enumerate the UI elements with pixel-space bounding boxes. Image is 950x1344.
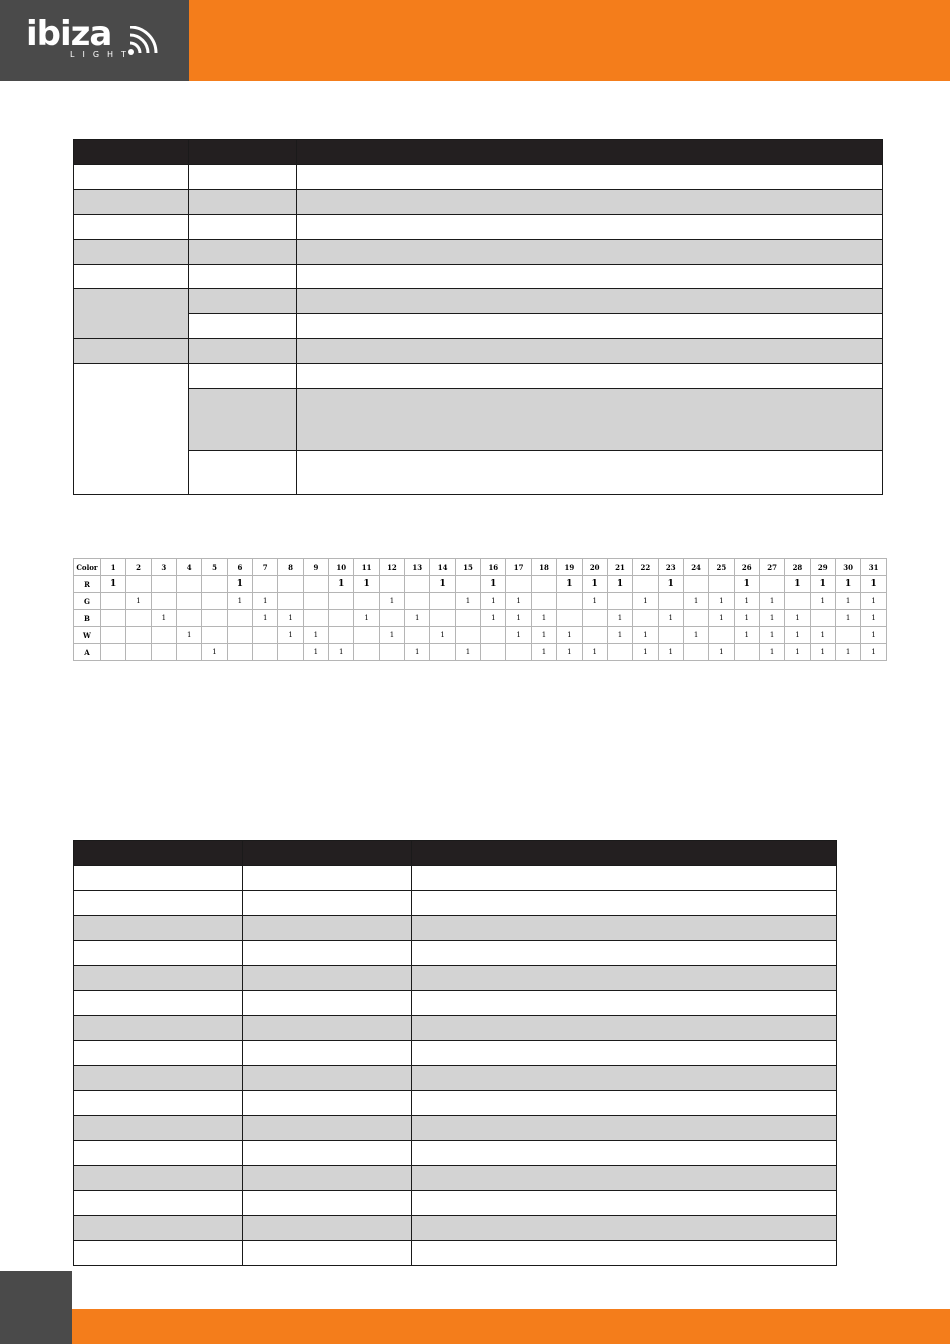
- color-cell: 1: [785, 627, 810, 644]
- brand-logo-sub: LIGHT: [70, 50, 134, 59]
- color-cell: 1: [709, 610, 734, 627]
- color-cell: 1: [202, 644, 227, 661]
- color-cell: [278, 593, 303, 610]
- color-cell: [506, 576, 531, 593]
- color-cell: 1: [582, 593, 607, 610]
- color-cell: 1: [405, 610, 430, 627]
- table-row: [74, 1141, 837, 1166]
- color-cell: 1: [100, 576, 125, 593]
- color-cell: 1: [633, 644, 658, 661]
- color-cell: 1: [683, 593, 708, 610]
- color-cell: [430, 644, 455, 661]
- color-cell: [253, 576, 278, 593]
- color-cell: 1: [861, 593, 887, 610]
- color-cell: [329, 593, 354, 610]
- color-cell: 1: [861, 644, 887, 661]
- color-cell: [379, 576, 404, 593]
- color-column-header: 4: [177, 559, 202, 576]
- color-cell: 1: [481, 593, 506, 610]
- color-cell: 1: [557, 627, 582, 644]
- color-cell: [227, 627, 252, 644]
- table-header-row: [74, 140, 883, 165]
- color-cell: 1: [151, 610, 176, 627]
- color-cell: [633, 576, 658, 593]
- color-cell: [177, 576, 202, 593]
- color-column-header: 25: [709, 559, 734, 576]
- color-cell: 1: [430, 576, 455, 593]
- table-row: [74, 1091, 837, 1116]
- table-row: [74, 364, 883, 389]
- color-cell: [100, 644, 125, 661]
- table-row: [74, 1216, 837, 1241]
- color-cell: 1: [531, 627, 556, 644]
- color-cell: [810, 610, 835, 627]
- color-cell: [582, 627, 607, 644]
- color-cell: [683, 610, 708, 627]
- table-row: [74, 916, 837, 941]
- color-header-label: Color: [74, 559, 101, 576]
- color-row-b: [74, 610, 887, 627]
- color-column-header: 18: [531, 559, 556, 576]
- color-cell: [430, 593, 455, 610]
- table-row: [74, 966, 837, 991]
- color-column-header: 31: [861, 559, 887, 576]
- color-cell: [100, 627, 125, 644]
- color-cell: [506, 644, 531, 661]
- table-row: [74, 991, 837, 1016]
- color-cell: 1: [835, 644, 860, 661]
- color-cell: [709, 576, 734, 593]
- color-cell: 1: [354, 576, 379, 593]
- color-column-header: 22: [633, 559, 658, 576]
- header-bar: [189, 0, 950, 81]
- color-cell: [329, 610, 354, 627]
- footer-bar: [72, 1309, 950, 1344]
- color-cell: 1: [607, 627, 632, 644]
- color-cell: 1: [557, 644, 582, 661]
- color-cell: 1: [810, 576, 835, 593]
- color-cell: 1: [253, 610, 278, 627]
- color-cell: [379, 644, 404, 661]
- table-row: [74, 314, 883, 339]
- color-cell: 1: [506, 593, 531, 610]
- color-row-r: [74, 576, 887, 593]
- table-row: [74, 1116, 837, 1141]
- color-column-header: 27: [759, 559, 784, 576]
- table-row: [74, 941, 837, 966]
- color-cell: [455, 627, 480, 644]
- table-row: [74, 1166, 837, 1191]
- color-column-header: 2: [126, 559, 151, 576]
- color-cell: [253, 627, 278, 644]
- color-cell: [531, 593, 556, 610]
- color-row-label: A: [74, 644, 101, 661]
- color-cell: 1: [709, 644, 734, 661]
- color-cell: [177, 593, 202, 610]
- color-cell: [658, 593, 683, 610]
- color-column-header: 19: [557, 559, 582, 576]
- color-column-header: 10: [329, 559, 354, 576]
- color-column-header: 26: [734, 559, 759, 576]
- table-row: [74, 1066, 837, 1091]
- color-column-header: 14: [430, 559, 455, 576]
- color-cell: 1: [759, 644, 784, 661]
- table-row: [74, 451, 883, 495]
- color-cell: 1: [607, 610, 632, 627]
- color-cell: 1: [861, 610, 887, 627]
- header-logo-block: [0, 0, 189, 81]
- table-row: [74, 389, 883, 451]
- color-cell: 1: [709, 593, 734, 610]
- color-cell: [481, 644, 506, 661]
- table-row: [74, 1191, 837, 1216]
- color-cell: [202, 576, 227, 593]
- color-cell: 1: [658, 576, 683, 593]
- color-cell: [582, 610, 607, 627]
- table-row: [74, 240, 883, 265]
- color-column-header: 11: [354, 559, 379, 576]
- color-cell: 1: [531, 610, 556, 627]
- color-column-header: 29: [810, 559, 835, 576]
- color-cell: [405, 627, 430, 644]
- color-cell: [202, 627, 227, 644]
- color-cell: [354, 593, 379, 610]
- color-cell: [227, 610, 252, 627]
- color-cell: 1: [734, 576, 759, 593]
- table-row: [74, 866, 837, 891]
- color-cell: [126, 644, 151, 661]
- color-column-header: 17: [506, 559, 531, 576]
- color-cell: [100, 593, 125, 610]
- color-cell: 1: [481, 610, 506, 627]
- color-row-label: B: [74, 610, 101, 627]
- color-cell: [759, 576, 784, 593]
- color-cell: 1: [379, 627, 404, 644]
- color-cell: 1: [227, 576, 252, 593]
- color-column-header: 1: [100, 559, 125, 576]
- color-cell: 1: [481, 576, 506, 593]
- color-cell: 1: [227, 593, 252, 610]
- color-cell: 1: [810, 593, 835, 610]
- color-cell: [481, 627, 506, 644]
- table-row: [74, 1016, 837, 1041]
- color-cell: [303, 593, 328, 610]
- color-cell: 1: [329, 576, 354, 593]
- color-cell: 1: [785, 610, 810, 627]
- color-cell: [202, 610, 227, 627]
- color-column-header: 15: [455, 559, 480, 576]
- color-cell: [253, 644, 278, 661]
- color-column-header: 13: [405, 559, 430, 576]
- color-cell: 1: [734, 627, 759, 644]
- color-cell: 1: [379, 593, 404, 610]
- color-cell: [278, 576, 303, 593]
- color-cell: [278, 644, 303, 661]
- color-cell: [126, 610, 151, 627]
- color-row-label: R: [74, 576, 101, 593]
- color-cell: [151, 644, 176, 661]
- color-cell: 1: [126, 593, 151, 610]
- color-cell: 1: [557, 576, 582, 593]
- color-cell: 1: [582, 644, 607, 661]
- color-cell: [430, 610, 455, 627]
- spec-table-bottom: [73, 840, 837, 1266]
- color-cell: 1: [329, 644, 354, 661]
- color-column-header: 28: [785, 559, 810, 576]
- table-row: [74, 215, 883, 240]
- color-cell: 1: [835, 610, 860, 627]
- color-cell: [405, 576, 430, 593]
- color-cell: [557, 593, 582, 610]
- color-cell: 1: [835, 593, 860, 610]
- color-cell: [607, 644, 632, 661]
- color-column-header: 30: [835, 559, 860, 576]
- color-cell: [557, 610, 582, 627]
- color-cell: 1: [734, 593, 759, 610]
- color-cell: 1: [658, 610, 683, 627]
- color-cell: 1: [810, 644, 835, 661]
- color-cell: [607, 593, 632, 610]
- color-column-header: 5: [202, 559, 227, 576]
- color-column-header: 3: [151, 559, 176, 576]
- color-cell: 1: [278, 627, 303, 644]
- color-cell: [734, 644, 759, 661]
- color-cell: 1: [759, 593, 784, 610]
- color-cell: 1: [354, 610, 379, 627]
- color-cell: [126, 576, 151, 593]
- color-cell: [658, 627, 683, 644]
- color-cell: 1: [658, 644, 683, 661]
- color-cell: 1: [455, 593, 480, 610]
- color-cell: 1: [506, 610, 531, 627]
- color-cell: [227, 644, 252, 661]
- color-column-header: 20: [582, 559, 607, 576]
- color-cell: [683, 576, 708, 593]
- table-header-row: [74, 841, 837, 866]
- color-cell: [303, 576, 328, 593]
- spec-table-top: [73, 139, 883, 495]
- color-column-header: 21: [607, 559, 632, 576]
- color-cell: 1: [177, 627, 202, 644]
- color-cell: [151, 627, 176, 644]
- color-cell: 1: [633, 593, 658, 610]
- color-column-header: 6: [227, 559, 252, 576]
- color-column-header: 7: [253, 559, 278, 576]
- color-column-header: 12: [379, 559, 404, 576]
- color-cell: 1: [405, 644, 430, 661]
- brand-logo: ibiza: [26, 14, 112, 54]
- table-row: [74, 289, 883, 314]
- color-mix-table: [73, 558, 887, 661]
- footer-block: [0, 1271, 72, 1344]
- color-cell: 1: [785, 644, 810, 661]
- color-cell: [531, 576, 556, 593]
- table-row: [74, 891, 837, 916]
- color-cell: 1: [759, 610, 784, 627]
- color-cell: 1: [683, 627, 708, 644]
- color-cell: 1: [531, 644, 556, 661]
- color-cell: [354, 644, 379, 661]
- color-cell: [455, 576, 480, 593]
- color-cell: [633, 610, 658, 627]
- color-cell: [151, 576, 176, 593]
- color-cell: 1: [759, 627, 784, 644]
- color-cell: 1: [582, 576, 607, 593]
- color-row-label: G: [74, 593, 101, 610]
- color-cell: 1: [278, 610, 303, 627]
- table-row: [74, 265, 883, 289]
- color-row-g: [74, 593, 887, 610]
- color-cell: 1: [303, 627, 328, 644]
- color-column-header: 8: [278, 559, 303, 576]
- color-cell: [379, 610, 404, 627]
- color-cell: [151, 593, 176, 610]
- color-row-label: W: [74, 627, 101, 644]
- color-cell: 1: [506, 627, 531, 644]
- table-row: [74, 190, 883, 215]
- color-cell: [709, 627, 734, 644]
- color-cell: [329, 627, 354, 644]
- color-cell: [354, 627, 379, 644]
- color-cell: 1: [303, 644, 328, 661]
- color-cell: 1: [455, 644, 480, 661]
- color-column-header: 23: [658, 559, 683, 576]
- color-cell: 1: [835, 576, 860, 593]
- color-column-header: 24: [683, 559, 708, 576]
- color-cell: [303, 610, 328, 627]
- color-cell: 1: [810, 627, 835, 644]
- color-cell: [177, 610, 202, 627]
- color-cell: [202, 593, 227, 610]
- color-cell: [683, 644, 708, 661]
- color-cell: 1: [734, 610, 759, 627]
- color-cell: 1: [861, 576, 887, 593]
- color-column-header: 9: [303, 559, 328, 576]
- color-cell: [405, 593, 430, 610]
- table-row: [74, 165, 883, 190]
- color-cell: 1: [253, 593, 278, 610]
- table-row: [74, 1241, 837, 1266]
- color-cell: 1: [607, 576, 632, 593]
- table-row: [74, 339, 883, 364]
- color-cell: [126, 627, 151, 644]
- color-column-header: 16: [481, 559, 506, 576]
- color-row-w: [74, 627, 887, 644]
- color-cell: 1: [785, 576, 810, 593]
- color-cell: 1: [633, 627, 658, 644]
- color-cell: [835, 627, 860, 644]
- color-row-a: [74, 644, 887, 661]
- color-cell: [455, 610, 480, 627]
- color-cell: [100, 610, 125, 627]
- table-row: [74, 1041, 837, 1066]
- color-table-header-row: [74, 559, 887, 576]
- color-cell: 1: [430, 627, 455, 644]
- color-cell: [785, 593, 810, 610]
- color-cell: [177, 644, 202, 661]
- color-cell: 1: [861, 627, 887, 644]
